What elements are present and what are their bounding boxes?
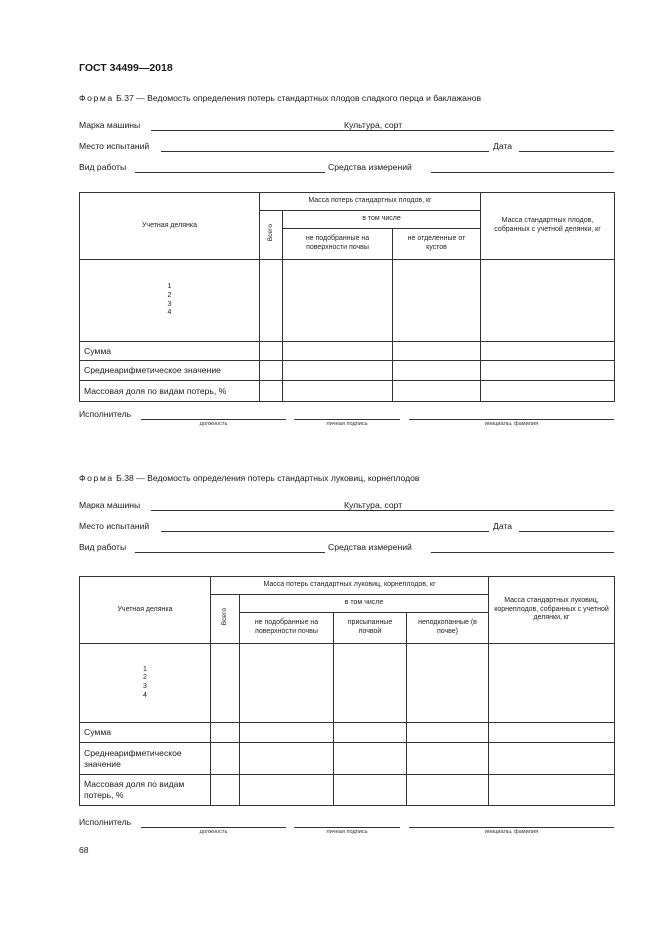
data-cell[interactable] (481, 381, 615, 402)
total-header-text: Всего (266, 224, 274, 242)
form2-word: Форма (79, 473, 114, 483)
data-cell[interactable] (283, 381, 393, 402)
date-label: Дата (493, 141, 513, 151)
col-not-picked-header: не подобранные на поверхности почвы (283, 229, 393, 260)
data-cell[interactable] (240, 723, 334, 743)
work-label: Вид работы (79, 542, 127, 552)
date-label: Дата (493, 521, 513, 531)
plot-number: 1 (143, 665, 147, 673)
form1-row-work (79, 162, 614, 174)
page-number: 68 (79, 845, 89, 855)
signature-caption: личная подпись (326, 421, 368, 427)
work-label: Вид работы (79, 162, 127, 172)
data-cell[interactable] (393, 260, 481, 342)
plot-number: 4 (167, 309, 172, 317)
data-cell[interactable] (334, 723, 407, 743)
total-header (260, 211, 283, 260)
data-cell[interactable] (211, 723, 240, 743)
instruments-label: Средства измерений (328, 162, 412, 172)
plot-number: 2 (167, 291, 172, 299)
position-caption: должность (199, 829, 228, 835)
col-covered-header: присыпанные почвой (334, 613, 407, 644)
executor-label: Исполнитель (79, 817, 132, 827)
date-input-line[interactable] (519, 151, 614, 152)
including-header: в том числе (240, 595, 489, 613)
mass-collected-header: Масса стандартных луковиц, корнеплодов, собранных с учетной делянки, кг (489, 577, 615, 644)
machine-input-line[interactable] (151, 130, 419, 131)
name-caption: инициалы, фамилия (484, 829, 539, 835)
data-cell[interactable] (334, 743, 407, 775)
plot-number: 3 (167, 300, 172, 308)
machine-label: Марка машины (79, 500, 141, 510)
data-cell[interactable] (211, 743, 240, 775)
date-input-line[interactable] (519, 531, 614, 532)
data-cell[interactable] (240, 775, 334, 806)
place-input-line[interactable] (161, 531, 489, 532)
data-cell[interactable] (481, 260, 615, 342)
data-cell[interactable] (211, 775, 240, 806)
total-header-text: Всего (220, 608, 228, 626)
position-line[interactable] (141, 827, 286, 828)
data-cell[interactable] (260, 342, 283, 361)
col-not-dug-header: неподкопанные (в почве) (407, 613, 489, 644)
mean-row-label: Среднеарифметическое значение (80, 361, 260, 381)
form2-row-place (79, 521, 614, 533)
data-cell[interactable] (481, 342, 615, 361)
plot-header: Учетная делянка (80, 193, 260, 260)
signature-line[interactable] (294, 827, 400, 828)
executor-label: Исполнитель (79, 409, 132, 419)
form1-signature-row (79, 409, 614, 421)
instruments-input-line[interactable] (431, 172, 614, 173)
document-header: ГОСТ 34499—2018 (79, 62, 173, 74)
data-cell[interactable] (407, 743, 489, 775)
data-cell[interactable] (407, 775, 489, 806)
signature-caption: личная подпись (326, 829, 368, 835)
plot-header: Учетная делянка (80, 577, 211, 644)
mass-losses-header: Масса потерь стандартных плодов, кг (260, 193, 481, 211)
name-line[interactable] (409, 827, 614, 828)
form2-title (79, 473, 419, 483)
machine-label: Марка машины (79, 120, 141, 130)
instruments-label: Средства измерений (328, 542, 412, 552)
signature-line[interactable] (294, 419, 400, 420)
data-cell[interactable] (283, 260, 393, 342)
including-header: в том числе (283, 211, 481, 229)
share-row-label: Массовая доля по видам потерь, % (80, 775, 211, 806)
data-cell[interactable] (393, 361, 481, 381)
form1-title-text: Б.37 — Ведомость определения потерь стандартных плодов сладкого перца и баклажанов (116, 93, 482, 103)
form2-signature-row (79, 817, 614, 829)
data-cell[interactable] (489, 775, 615, 806)
position-caption: должность (199, 421, 228, 427)
data-cell[interactable] (489, 743, 615, 775)
place-label: Место испытаний (79, 521, 150, 531)
mass-collected-header: Масса стандартных плодов, собранных с учетной делянки, кг (481, 193, 615, 260)
data-cell[interactable] (240, 743, 334, 775)
data-cell[interactable] (407, 644, 489, 723)
machine-input-line[interactable] (151, 510, 419, 511)
data-cell[interactable] (407, 723, 489, 743)
form2-row-machine (79, 500, 614, 512)
form1-title (79, 93, 481, 103)
data-cell[interactable] (334, 775, 407, 806)
mean-row-label: Среднеарифметическое значение (80, 743, 211, 775)
data-cell[interactable] (393, 342, 481, 361)
instruments-input-line[interactable] (431, 552, 614, 553)
name-line[interactable] (409, 419, 614, 420)
culture-label: Культура, сорт (344, 120, 403, 130)
name-caption: инициалы, фамилия (484, 421, 539, 427)
col-not-detached-header: не отделенные от кустов (393, 229, 481, 260)
work-input-line[interactable] (135, 552, 325, 553)
plot-numbers-cell (80, 260, 260, 342)
data-cell[interactable] (334, 644, 407, 723)
data-cell[interactable] (240, 644, 334, 723)
data-cell[interactable] (260, 381, 283, 402)
form1-word: Форма (79, 93, 114, 103)
data-cell[interactable] (283, 342, 393, 361)
culture-input-line[interactable] (413, 510, 614, 511)
form1-row-machine (79, 120, 614, 132)
form1-table (79, 192, 615, 402)
mass-losses-header: Масса потерь стандартных луковиц, корнеплодов, кг (211, 577, 489, 595)
form2-title-text: Б.38 — Ведомость определения потерь стандартных луковиц, корнеплодов (116, 473, 420, 483)
plot-numbers-cell (80, 644, 211, 723)
form2-row-work (79, 542, 614, 554)
plot-number: 4 (143, 691, 147, 699)
plot-number: 2 (143, 674, 147, 682)
data-cell[interactable] (211, 644, 240, 723)
sum-row-label: Сумма (80, 342, 260, 361)
culture-label: Культура, сорт (344, 500, 403, 510)
sum-row-label: Сумма (80, 723, 211, 743)
form2-table (79, 576, 615, 806)
plot-number: 3 (143, 683, 147, 690)
data-cell[interactable] (393, 381, 481, 402)
plot-number: 1 (167, 283, 172, 290)
data-cell[interactable] (260, 361, 283, 381)
place-label: Место испытаний (79, 141, 150, 151)
culture-input-line[interactable] (413, 130, 614, 131)
data-cell[interactable] (260, 260, 283, 342)
data-cell[interactable] (489, 723, 615, 743)
col-not-picked-header: не подобранные на поверхности почвы (240, 613, 334, 644)
data-cell[interactable] (489, 644, 615, 723)
form1-row-place (79, 141, 614, 153)
data-cell[interactable] (481, 361, 615, 381)
data-cell[interactable] (283, 361, 393, 381)
total-header (211, 595, 240, 644)
work-input-line[interactable] (135, 172, 325, 173)
place-input-line[interactable] (161, 151, 489, 152)
position-line[interactable] (141, 419, 286, 420)
share-row-label: Массовая доля по видам потерь, % (80, 381, 260, 402)
